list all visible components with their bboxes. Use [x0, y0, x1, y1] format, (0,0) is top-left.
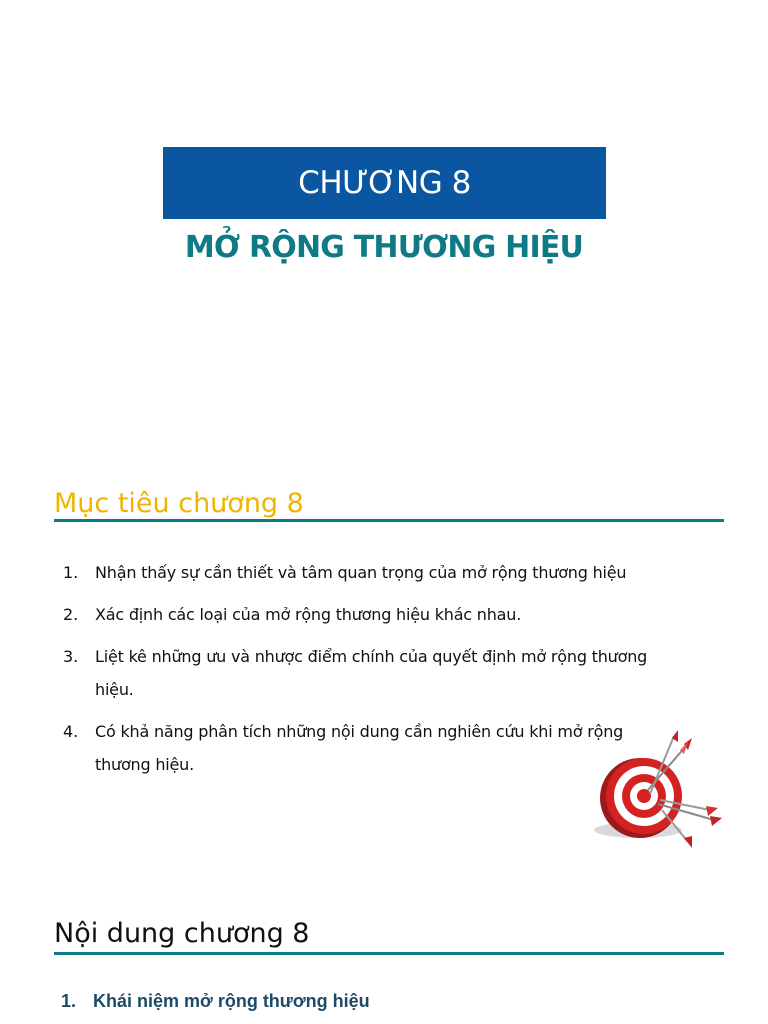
list-item-number: 1.	[63, 563, 79, 582]
list-item	[63, 556, 683, 589]
chapter-title: MỞ RỘNG THƯƠNG HIỆU	[184, 230, 584, 265]
list-item-text: Xác định các loại của mở rộng thương hiệu khác nhau.	[95, 605, 522, 624]
list-item-text: Nhận thấy sự cần thiết và tâm quan trọng của mở rộng thương hiệu	[95, 563, 627, 582]
contents-item-text: Khái niệm mở rộng thương hiệu	[93, 991, 370, 1011]
chapter-banner	[163, 147, 606, 219]
list-item-text: Có khả năng phân tích những nội dung cần nghiên cứu khi mở rộng thương hiệu.	[95, 722, 624, 774]
contents-item-number: 1.	[61, 991, 77, 1011]
contents-divider	[54, 952, 724, 955]
list-item	[63, 598, 683, 631]
list-item-number: 3.	[63, 647, 79, 666]
objectives-divider	[54, 519, 724, 522]
list-item-number: 4.	[63, 722, 79, 741]
list-item-number: 2.	[63, 605, 79, 624]
list-item	[63, 640, 683, 706]
contents-list-item	[61, 991, 370, 1012]
objectives-heading: Mục tiêu chương 8	[54, 488, 304, 519]
target-with-arrows-icon	[588, 730, 728, 850]
contents-heading: Nội dung chương 8	[54, 918, 310, 949]
list-item-text: Liệt kê những ưu và nhược điểm chính của quyết định mở rộng thương hiệu.	[95, 647, 648, 699]
chapter-label: CHƯƠNG 8	[298, 165, 471, 201]
